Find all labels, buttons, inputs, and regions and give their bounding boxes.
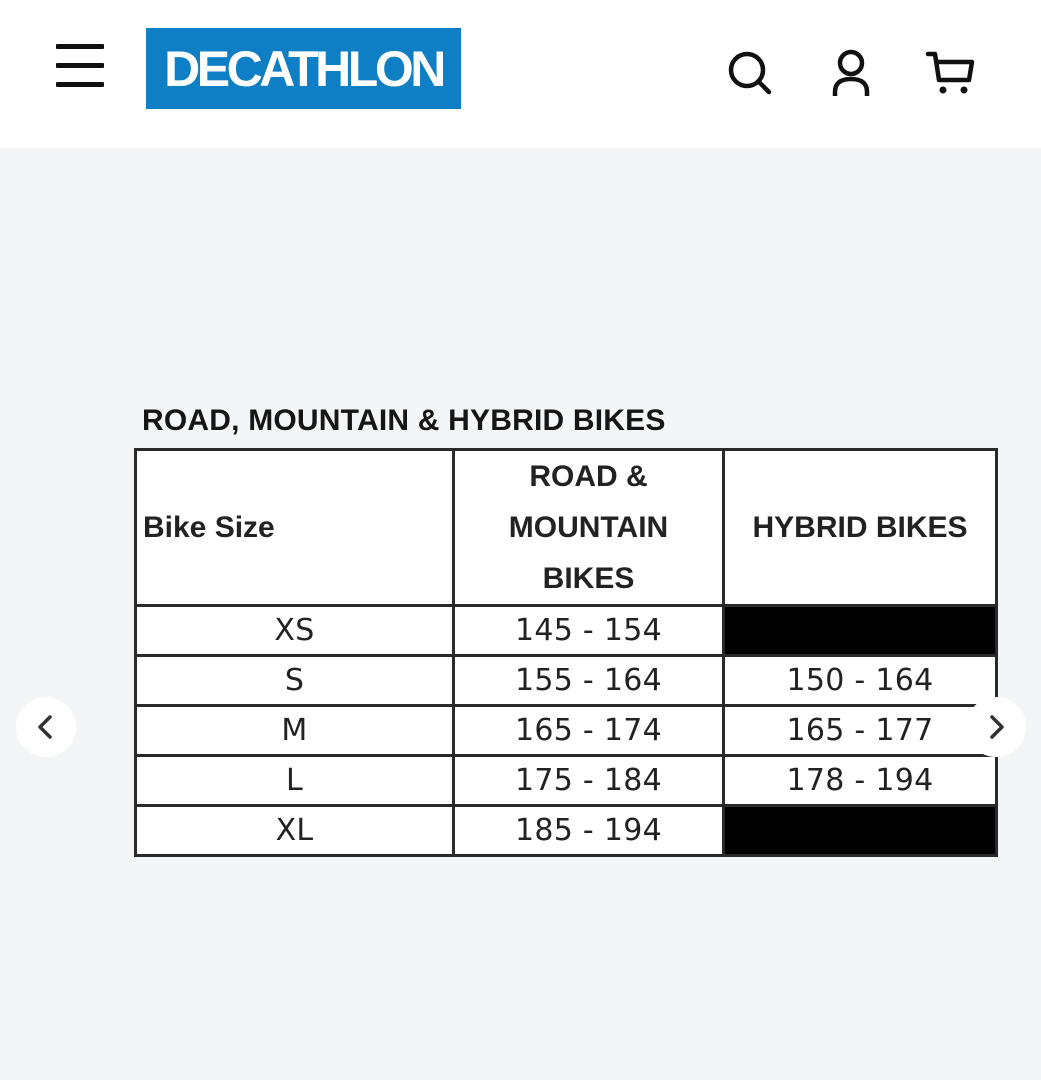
size-chart-table (134, 448, 998, 857)
size-cell: XL (136, 806, 454, 856)
size-cell: M (136, 706, 454, 756)
chevron-left-icon (33, 714, 59, 740)
table-row (136, 756, 997, 806)
carousel-next-button[interactable] (966, 697, 1026, 757)
table-row (136, 606, 997, 656)
carousel-prev-button[interactable] (16, 697, 76, 757)
account-button[interactable] (825, 46, 877, 98)
size-cell: S (136, 656, 454, 706)
cart-icon (925, 46, 977, 98)
search-icon (724, 46, 776, 98)
road-mountain-cell: 185 - 194 (454, 806, 724, 856)
table-row (136, 656, 997, 706)
cart-button[interactable] (925, 46, 977, 98)
user-icon (825, 46, 877, 98)
search-button[interactable] (724, 46, 776, 98)
road-mountain-cell: 165 - 174 (454, 706, 724, 756)
menu-button[interactable] (56, 44, 104, 90)
size-cell: L (136, 756, 454, 806)
table-header-row (136, 450, 997, 606)
size-chart-title: ROAD, MOUNTAIN & HYBRID BIKES (142, 404, 666, 437)
hybrid-cell-unavailable (724, 606, 997, 656)
site-header (0, 0, 1041, 148)
column-header-hybrid: HYBRID BIKES (724, 450, 997, 606)
size-cell: XS (136, 606, 454, 656)
road-mountain-cell: 155 - 164 (454, 656, 724, 706)
hybrid-cell: 178 - 194 (724, 756, 997, 806)
road-mountain-cell: 175 - 184 (454, 756, 724, 806)
column-header-road-mountain: ROAD & MOUNTAIN BIKES (454, 450, 724, 606)
menu-icon (56, 44, 104, 49)
road-mountain-cell: 145 - 154 (454, 606, 724, 656)
column-header-bike-size: Bike Size (136, 450, 454, 606)
decathlon-logo[interactable]: DECATHLON (146, 28, 461, 109)
hybrid-cell: 150 - 164 (724, 656, 997, 706)
chevron-right-icon (983, 714, 1009, 740)
hybrid-cell: 165 - 177 (724, 706, 997, 756)
table-row (136, 806, 997, 856)
table-row (136, 706, 997, 756)
hybrid-cell-unavailable (724, 806, 997, 856)
